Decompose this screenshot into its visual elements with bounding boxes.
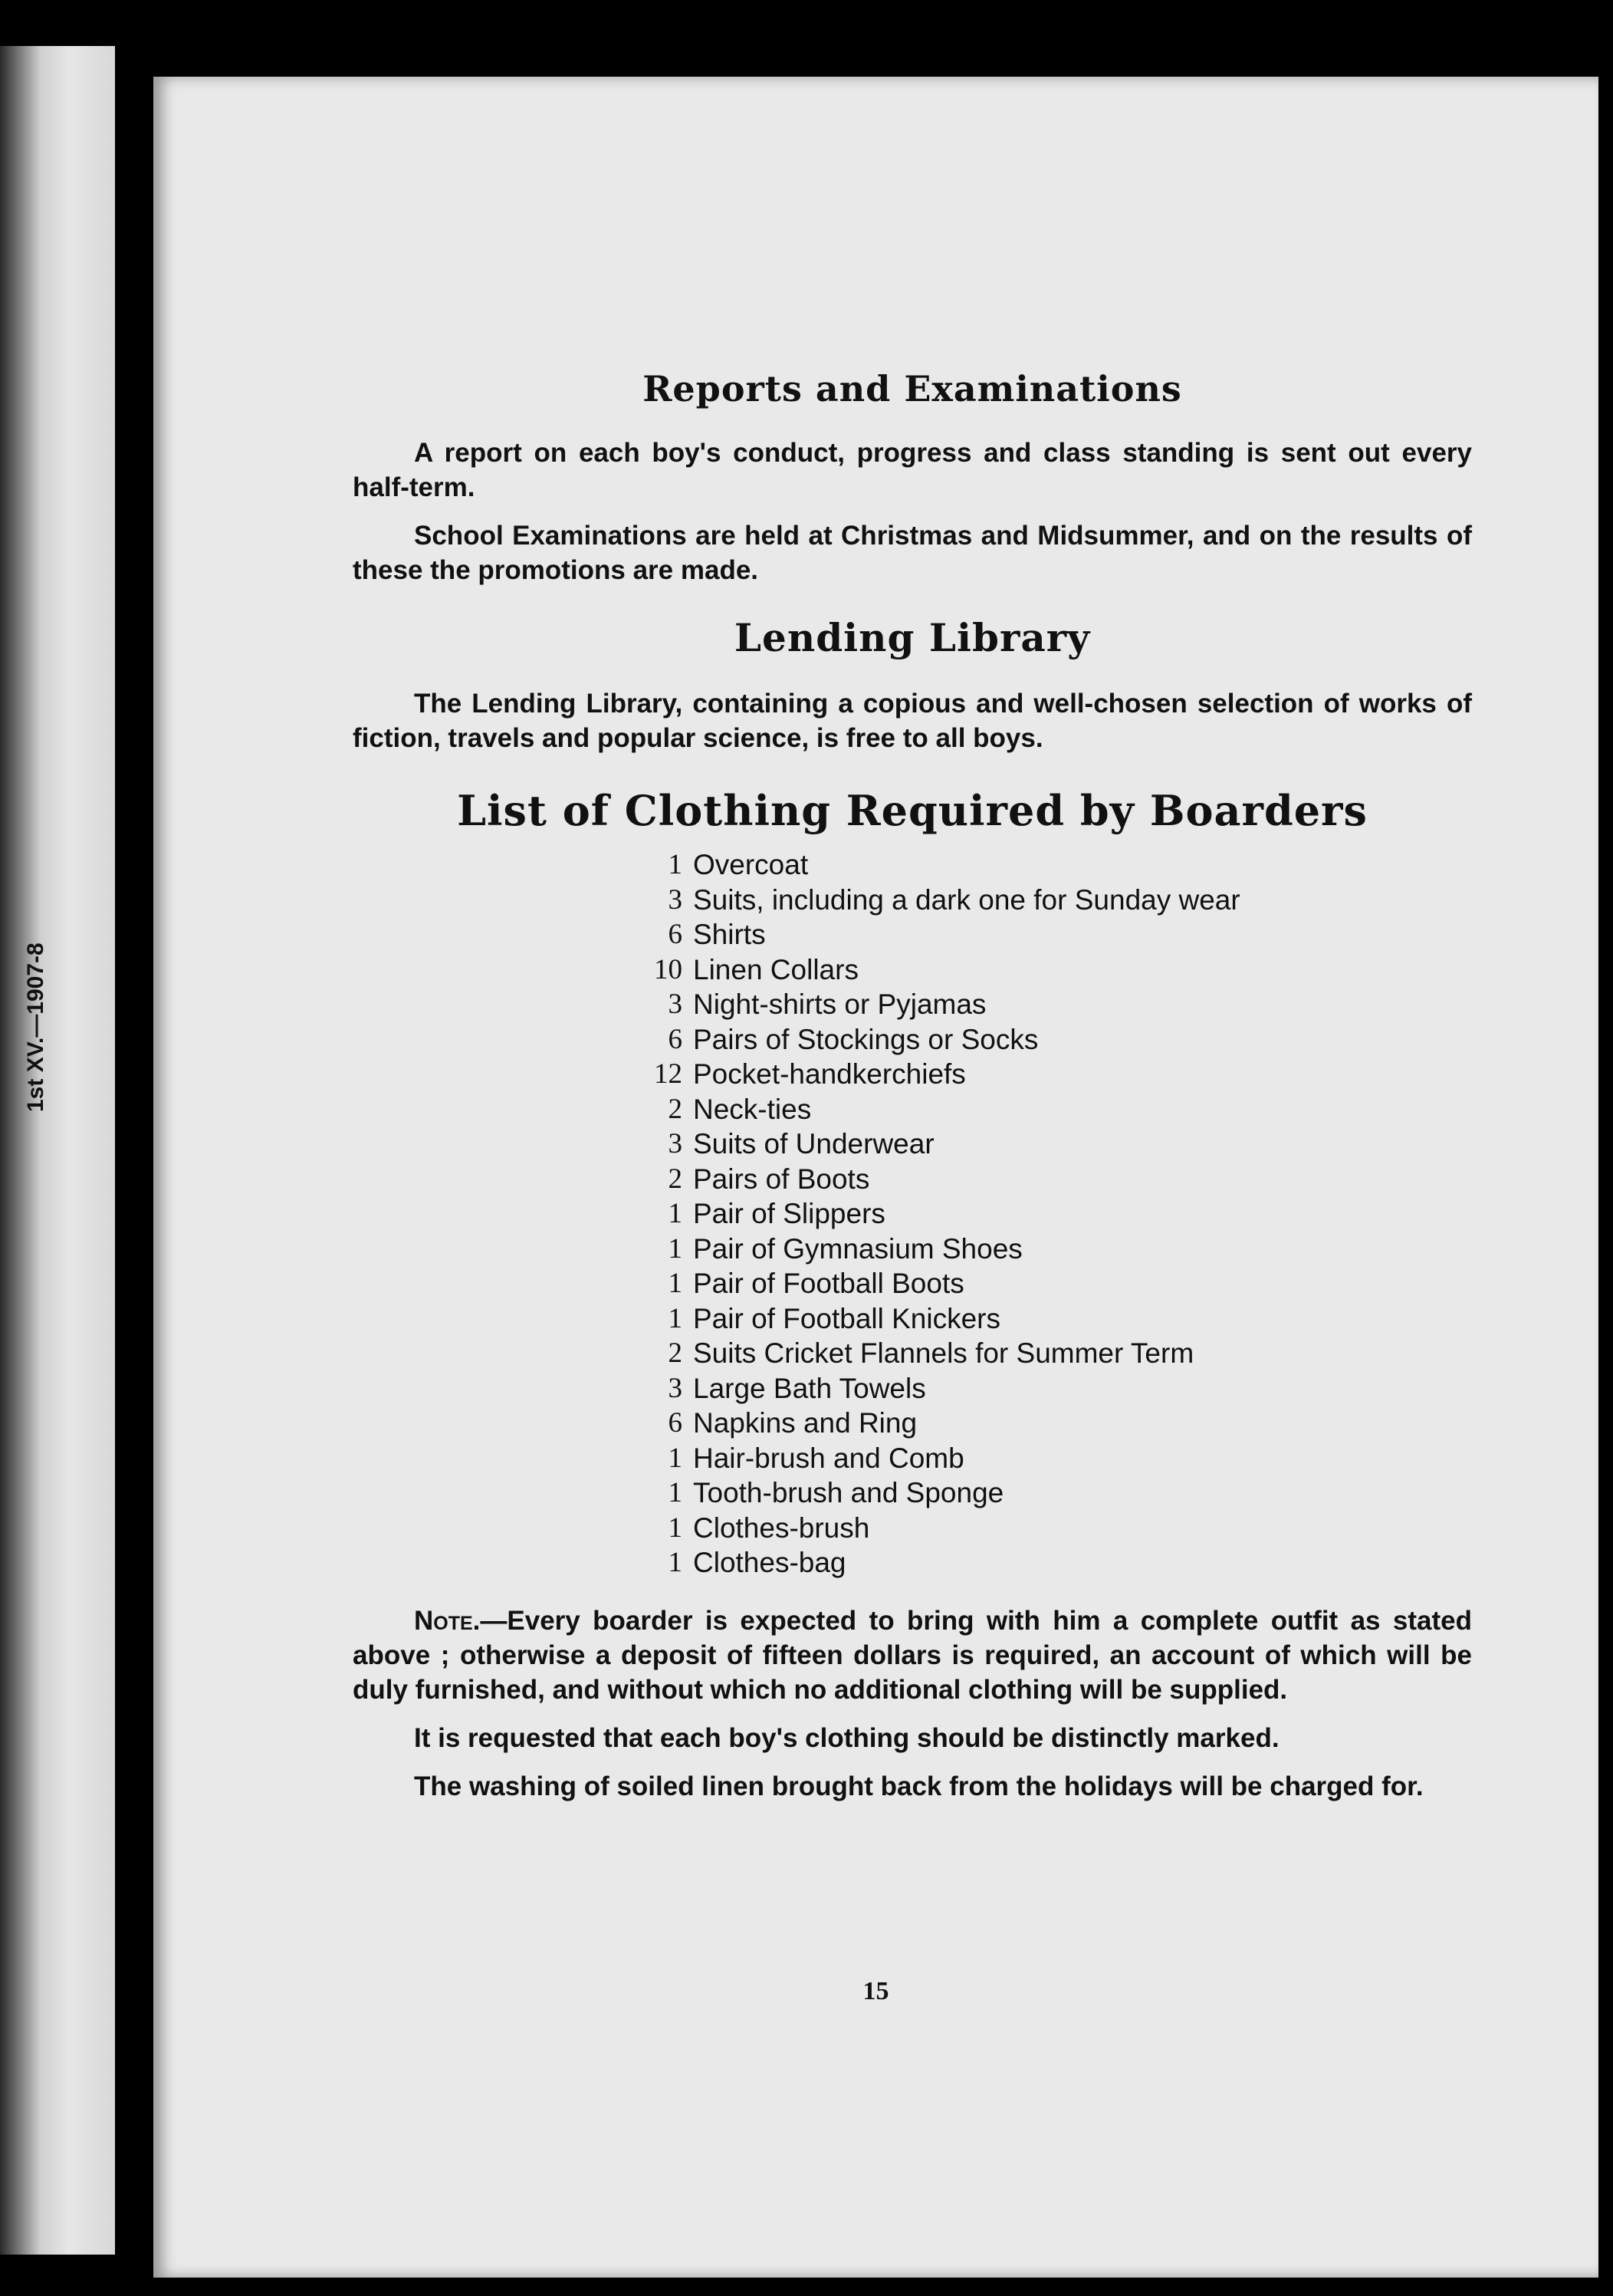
item-quantity: 1 xyxy=(668,1198,682,1229)
list-item xyxy=(636,1406,1472,1441)
adjacent-page-edge xyxy=(0,46,115,2255)
list-item xyxy=(636,917,1472,952)
item-name: Neck-ties xyxy=(693,1093,812,1125)
item-quantity: 1 xyxy=(668,1547,682,1578)
list-item xyxy=(636,1441,1472,1476)
item-quantity: 2 xyxy=(668,1337,682,1369)
item-quantity: 3 xyxy=(668,988,682,1020)
item-quantity: 6 xyxy=(668,1407,682,1439)
item-name: Suits of Underwear xyxy=(693,1128,935,1160)
clothing-list xyxy=(353,847,1472,1581)
reports-paragraph-1: A report on each boy's conduct, progress and class standing is sent out every half-term. xyxy=(353,438,1472,502)
item-name: Suits Cricket Flannels for Summer Term xyxy=(693,1337,1194,1369)
list-item xyxy=(636,1545,1472,1581)
library-paragraph: The Lending Library, containing a copious and well-chosen selection of works of fiction, travels and popular science, is free to all boys. xyxy=(353,689,1472,753)
spine-label: 1st XV.—1907-8 xyxy=(23,942,48,1112)
item-name: Night-shirts or Pyjamas xyxy=(693,988,987,1020)
list-item xyxy=(636,1336,1472,1371)
item-quantity: 3 xyxy=(668,883,682,916)
item-name: Pairs of Stockings or Socks xyxy=(693,1023,1039,1055)
item-name: Clothes-brush xyxy=(693,1511,870,1544)
list-item xyxy=(636,847,1472,883)
item-quantity: 10 xyxy=(654,953,682,985)
list-item xyxy=(636,952,1472,988)
reports-paragraph-2: School Examinations are held at Christmas and Midsummer, and on the results of these the promotions are made. xyxy=(353,521,1472,585)
item-quantity: 1 xyxy=(668,1268,682,1299)
item-name: Overcoat xyxy=(693,849,809,880)
page-number: 15 xyxy=(862,1977,889,2005)
page-content xyxy=(353,368,1472,1817)
item-name: Pair of Slippers xyxy=(693,1198,885,1229)
list-item xyxy=(636,1196,1472,1232)
item-quantity: 1 xyxy=(668,1232,682,1265)
item-name: Tooth-brush and Sponge xyxy=(693,1477,1004,1508)
item-name: Linen Collars xyxy=(693,953,859,985)
item-quantity: 1 xyxy=(668,1302,682,1334)
item-name: Pairs of Boots xyxy=(693,1163,870,1195)
list-item xyxy=(636,1057,1472,1092)
item-name: Hair-brush and Comb xyxy=(693,1442,964,1474)
item-quantity: 1 xyxy=(668,1477,682,1508)
note-paragraph xyxy=(353,1604,1472,1707)
list-item xyxy=(636,1266,1472,1301)
item-quantity: 3 xyxy=(668,1372,682,1404)
item-name: Pair of Gymnasium Shoes xyxy=(693,1232,1023,1265)
item-quantity: 3 xyxy=(668,1128,682,1160)
list-item xyxy=(636,1022,1472,1058)
heading-reports: Reports and Examinations xyxy=(642,368,1182,410)
list-item xyxy=(636,1371,1472,1406)
item-name: Large Bath Towels xyxy=(693,1372,926,1404)
item-quantity: 1 xyxy=(668,1442,682,1474)
list-item xyxy=(636,1127,1472,1162)
heading-clothing: List of Clothing Required by Boarders xyxy=(457,786,1368,835)
washing-paragraph: The washing of soiled linen brought back from the holidays will be charged for. xyxy=(414,1771,1424,1801)
note-label: Note. xyxy=(414,1605,481,1636)
book-page xyxy=(153,77,1598,2278)
list-item xyxy=(636,883,1472,918)
item-quantity: 1 xyxy=(668,849,682,880)
item-quantity: 1 xyxy=(668,1511,682,1544)
item-name: Clothes-bag xyxy=(693,1547,846,1578)
list-item xyxy=(636,1511,1472,1546)
marking-paragraph: It is requested that each boy's clothing should be distinctly marked. xyxy=(414,1722,1280,1753)
list-item xyxy=(636,1301,1472,1337)
list-item xyxy=(636,1162,1472,1197)
item-name: Shirts xyxy=(693,919,766,950)
list-item xyxy=(636,1475,1472,1511)
item-quantity: 6 xyxy=(668,1023,682,1055)
item-quantity: 12 xyxy=(654,1058,682,1090)
item-name: Pocket-handkerchiefs xyxy=(693,1058,966,1090)
list-item xyxy=(636,1092,1472,1127)
note-text: —Every boarder is expected to bring with him a complete outfit as stated above ; otherwise a deposit of fifteen dollars is required, an account of which will be duly furnished, and without which no additional clothing will be supplied. xyxy=(353,1605,1472,1705)
item-name: Suits, including a dark one for Sunday wear xyxy=(693,883,1240,916)
list-item xyxy=(636,987,1472,1022)
item-name: Napkins and Ring xyxy=(693,1407,918,1439)
item-name: Pair of Football Boots xyxy=(693,1268,964,1299)
item-quantity: 2 xyxy=(668,1163,682,1195)
heading-library: Lending Library xyxy=(734,615,1091,660)
item-quantity: 2 xyxy=(668,1093,682,1125)
item-quantity: 6 xyxy=(668,919,682,950)
list-item xyxy=(636,1232,1472,1267)
item-name: Pair of Football Knickers xyxy=(693,1302,1001,1334)
